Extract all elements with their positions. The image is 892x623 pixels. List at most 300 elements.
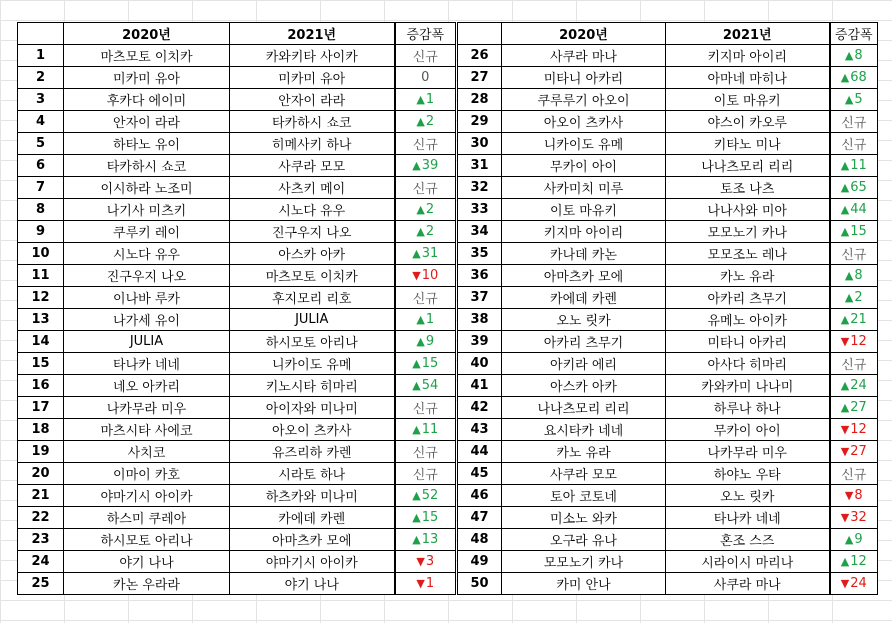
change-text: 신규 (841, 358, 867, 373)
name-2021-cell: 혼조 스즈 (666, 529, 830, 551)
change-cell (830, 287, 878, 309)
change-value (416, 224, 434, 239)
rank-cell: 3 (18, 89, 64, 111)
name-2020-cell: 하타노 유이 (64, 133, 230, 155)
name-2021-cell: 아마네 마히나 (666, 67, 830, 89)
change-text: 8 (854, 48, 863, 63)
table-row (18, 309, 456, 331)
table-row (458, 221, 878, 243)
name-2021-cell: 야스이 카오루 (666, 111, 830, 133)
name-2021-cell: 타카하시 쇼코 (230, 111, 395, 133)
name-2020-cell: 아스카 아카 (502, 375, 666, 397)
change-text: 신규 (412, 182, 438, 197)
change-text: 13 (421, 532, 439, 547)
change-cell (395, 507, 456, 529)
triangle-down-icon: ▼ (840, 335, 850, 348)
name-2020-cell: 타나카 네네 (64, 353, 230, 375)
change-cell (395, 573, 456, 595)
change-text: 15 (421, 356, 439, 371)
change-value (413, 468, 438, 483)
table-row (458, 419, 878, 441)
triangle-up-icon: ▲ (844, 533, 854, 546)
change-value (841, 116, 866, 131)
triangle-up-icon: ▲ (840, 379, 850, 392)
change-text: 12 (850, 422, 867, 437)
header-row (458, 23, 878, 45)
change-text: 12 (850, 554, 867, 569)
change-text: 32 (850, 510, 867, 525)
change-cell (830, 353, 878, 375)
rank-cell: 49 (458, 551, 502, 573)
rank-cell: 44 (458, 441, 502, 463)
name-2020-cell: 이마이 카호 (64, 463, 230, 485)
change-cell (395, 419, 456, 441)
change-header: 증감폭 (830, 23, 878, 45)
name-2021-cell: 시라이시 마리나 (666, 551, 830, 573)
table-row (458, 441, 878, 463)
table-row (18, 485, 456, 507)
name-2020-cell: 사치코 (64, 441, 230, 463)
name-2021-cell: 시라토 하나 (230, 463, 395, 485)
table-row (458, 463, 878, 485)
name-2020-cell: 사쿠라 마나 (502, 45, 666, 67)
triangle-down-icon: ▼ (416, 577, 425, 590)
rank-cell: 15 (18, 353, 64, 375)
rank-cell: 16 (18, 375, 64, 397)
change-cell (830, 419, 878, 441)
change-value (412, 488, 438, 503)
change-text: 8 (854, 268, 863, 283)
change-cell (395, 551, 456, 573)
name-2021-cell: 유즈리하 카렌 (230, 441, 395, 463)
change-cell (830, 67, 878, 89)
triangle-down-icon: ▼ (840, 423, 850, 436)
change-cell (830, 397, 878, 419)
change-text: 3 (425, 554, 435, 569)
table-row (458, 67, 878, 89)
table-row (18, 419, 456, 441)
name-2020-cell: 진구우지 나오 (64, 265, 230, 287)
rank-cell: 31 (458, 155, 502, 177)
rank-cell: 36 (458, 265, 502, 287)
change-value (416, 114, 434, 129)
name-2020-cell: 네오 아카리 (64, 375, 230, 397)
table-row (18, 243, 456, 265)
name-2020-cell: 아키라 에리 (502, 353, 666, 375)
table-row (18, 111, 456, 133)
table-row (458, 331, 878, 353)
change-text: 1 (425, 576, 435, 591)
table-row (18, 199, 456, 221)
change-text: 신규 (412, 50, 438, 65)
change-text: 24 (850, 576, 867, 591)
change-text: 68 (850, 70, 867, 85)
table-row (18, 287, 456, 309)
change-value (845, 532, 863, 547)
rank-header (18, 23, 64, 45)
table-row (458, 573, 878, 595)
name-2020-cell: 무카이 아이 (502, 155, 666, 177)
name-2021-cell: 야기 나나 (230, 573, 395, 595)
year-2020-header: 2020년 (64, 23, 230, 45)
name-2021-cell: 카노 유라 (666, 265, 830, 287)
triangle-up-icon: ▲ (416, 93, 425, 106)
header-row (18, 23, 456, 45)
table-row (18, 375, 456, 397)
change-cell (395, 67, 456, 89)
change-text: 52 (421, 488, 439, 503)
change-text: 54 (421, 378, 439, 393)
name-2021-cell: 사쿠라 모모 (230, 155, 395, 177)
name-2020-cell: 나기사 미츠키 (64, 199, 230, 221)
name-2021-cell: 하시모토 아리나 (230, 331, 395, 353)
name-2020-cell: 나카무라 미우 (64, 397, 230, 419)
change-cell (395, 177, 456, 199)
change-text: 신규 (841, 468, 867, 483)
name-2020-cell: 이시하라 노조미 (64, 177, 230, 199)
name-2021-cell: 나카무라 미우 (666, 441, 830, 463)
change-text: 1 (425, 92, 435, 107)
change-value (845, 268, 863, 283)
change-text: 10 (421, 268, 439, 283)
triangle-up-icon: ▲ (412, 533, 421, 546)
change-value (412, 158, 438, 173)
change-value (845, 290, 863, 305)
name-2021-cell: JULIA (230, 309, 395, 331)
triangle-up-icon: ▲ (844, 269, 854, 282)
triangle-up-icon: ▲ (416, 203, 425, 216)
change-value (413, 182, 438, 197)
name-2021-cell: 아스카 아카 (230, 243, 395, 265)
rank-cell: 17 (18, 397, 64, 419)
change-text: 27 (850, 400, 867, 415)
change-value (841, 554, 867, 569)
change-value (841, 180, 867, 195)
name-2021-cell: 안자이 라라 (230, 89, 395, 111)
triangle-up-icon: ▲ (840, 159, 850, 172)
change-value (841, 158, 867, 173)
triangle-up-icon: ▲ (840, 555, 850, 568)
name-2020-cell: 나가세 유이 (64, 309, 230, 331)
change-cell (830, 375, 878, 397)
triangle-up-icon: ▲ (840, 401, 850, 414)
rank-cell: 7 (18, 177, 64, 199)
rank-cell: 41 (458, 375, 502, 397)
table-row (18, 67, 456, 89)
name-2021-cell: 아카리 츠무기 (666, 287, 830, 309)
change-value (845, 488, 863, 503)
change-cell (830, 199, 878, 221)
change-value (841, 70, 867, 85)
name-2020-cell: 쿠루루기 아오이 (502, 89, 666, 111)
triangle-up-icon: ▲ (416, 313, 425, 326)
table-row (18, 155, 456, 177)
rank-cell: 18 (18, 419, 64, 441)
triangle-up-icon: ▲ (412, 357, 421, 370)
change-cell (395, 133, 456, 155)
change-text: 2 (425, 202, 435, 217)
change-cell (395, 221, 456, 243)
table-row (458, 507, 878, 529)
change-cell (395, 243, 456, 265)
name-2020-cell: 야기 나나 (64, 551, 230, 573)
change-value (841, 334, 867, 349)
name-2020-cell: 야마기시 아이카 (64, 485, 230, 507)
table-row (458, 551, 878, 573)
change-cell (395, 89, 456, 111)
rank-cell: 9 (18, 221, 64, 243)
table-row (458, 287, 878, 309)
change-cell (830, 529, 878, 551)
name-2021-cell: 시노다 유우 (230, 199, 395, 221)
table-row (458, 111, 878, 133)
table-row (18, 265, 456, 287)
change-cell (830, 265, 878, 287)
change-text: 21 (850, 312, 867, 327)
name-2021-cell: 유메노 아이카 (666, 309, 830, 331)
change-text: 39 (421, 158, 439, 173)
change-value (413, 138, 438, 153)
name-2021-cell: 아사다 히마리 (666, 353, 830, 375)
triangle-up-icon: ▲ (840, 71, 850, 84)
change-text: 2 (854, 290, 863, 305)
table-row (18, 89, 456, 111)
name-2020-cell: 아마츠카 모에 (502, 265, 666, 287)
change-value (412, 422, 438, 437)
name-2021-cell: 하루나 하나 (666, 397, 830, 419)
change-cell (395, 331, 456, 353)
table-row (458, 353, 878, 375)
change-text: 신규 (841, 116, 867, 131)
change-value (841, 400, 867, 415)
change-text: 5 (854, 92, 863, 107)
rank-cell: 5 (18, 133, 64, 155)
change-value (845, 92, 863, 107)
name-2021-cell: 하츠카와 미나미 (230, 485, 395, 507)
change-cell (830, 507, 878, 529)
change-value (412, 532, 438, 547)
name-2020-cell: 안자이 라라 (64, 111, 230, 133)
change-text: 2 (425, 114, 435, 129)
rank-cell: 8 (18, 199, 64, 221)
name-2020-cell: 이나바 루카 (64, 287, 230, 309)
change-cell (830, 221, 878, 243)
rank-cell: 39 (458, 331, 502, 353)
change-value (841, 576, 867, 591)
name-2021-cell: 후지모리 리호 (230, 287, 395, 309)
rank-cell: 22 (18, 507, 64, 529)
name-2020-cell: 미카미 유아 (64, 67, 230, 89)
table-row (458, 155, 878, 177)
rank-cell: 2 (18, 67, 64, 89)
table-row (18, 397, 456, 419)
change-header: 증감폭 (395, 23, 456, 45)
change-text: 신규 (841, 248, 867, 263)
year-2021-header: 2021년 (230, 23, 395, 45)
change-value (412, 378, 438, 393)
name-2021-cell: 카와카미 나나미 (666, 375, 830, 397)
rank-cell: 34 (458, 221, 502, 243)
change-text: 1 (425, 312, 435, 327)
name-2021-cell: 히메사키 하나 (230, 133, 395, 155)
rank-cell: 1 (18, 45, 64, 67)
change-cell (830, 331, 878, 353)
rank-cell: 48 (458, 529, 502, 551)
rank-cell: 47 (458, 507, 502, 529)
name-2020-cell: 마츠시타 사에코 (64, 419, 230, 441)
rank-cell: 12 (18, 287, 64, 309)
change-cell (395, 485, 456, 507)
change-text: 24 (850, 378, 867, 393)
name-2021-cell: 나나츠모리 리리 (666, 155, 830, 177)
rank-cell: 25 (18, 573, 64, 595)
name-2021-cell: 이토 마유키 (666, 89, 830, 111)
rank-cell: 50 (458, 573, 502, 595)
change-value (416, 312, 434, 327)
triangle-down-icon: ▼ (412, 269, 421, 282)
rank-cell: 38 (458, 309, 502, 331)
name-2021-cell: 키지마 아이리 (666, 45, 830, 67)
table-row (18, 45, 456, 67)
name-2020-cell: 카미 안나 (502, 573, 666, 595)
change-text: 9 (854, 532, 863, 547)
table-row (458, 133, 878, 155)
rank-cell: 14 (18, 331, 64, 353)
change-cell (830, 89, 878, 111)
change-cell (395, 155, 456, 177)
ranking-table-left (17, 22, 456, 595)
change-value (841, 378, 867, 393)
name-2021-cell: 무카이 아이 (666, 419, 830, 441)
change-cell (830, 485, 878, 507)
table-row (18, 573, 456, 595)
change-text: 신규 (412, 468, 438, 483)
change-cell (395, 265, 456, 287)
name-2021-cell: 진구우지 나오 (230, 221, 395, 243)
rank-cell: 26 (458, 45, 502, 67)
change-cell (830, 243, 878, 265)
rank-cell: 45 (458, 463, 502, 485)
name-2021-cell: 키노시타 히마리 (230, 375, 395, 397)
change-cell (830, 133, 878, 155)
name-2021-cell: 아마츠카 모에 (230, 529, 395, 551)
change-value (412, 246, 438, 261)
triangle-down-icon: ▼ (840, 577, 850, 590)
rank-cell: 6 (18, 155, 64, 177)
name-2020-cell: 카논 우라라 (64, 573, 230, 595)
table-row (18, 177, 456, 199)
name-2020-cell: 나나츠모리 리리 (502, 397, 666, 419)
rank-cell: 40 (458, 353, 502, 375)
change-cell (395, 287, 456, 309)
change-text: 27 (850, 444, 867, 459)
change-value (412, 510, 438, 525)
name-2020-cell: 시노다 유우 (64, 243, 230, 265)
table-row (458, 177, 878, 199)
table-row (458, 529, 878, 551)
change-value (841, 468, 866, 483)
name-2020-cell: JULIA (64, 331, 230, 353)
table-row (458, 45, 878, 67)
triangle-down-icon: ▼ (844, 489, 854, 502)
name-2020-cell: 오구라 유나 (502, 529, 666, 551)
triangle-up-icon: ▲ (840, 181, 850, 194)
name-2020-cell: 쿠루키 레이 (64, 221, 230, 243)
name-2020-cell: 니카이도 유메 (502, 133, 666, 155)
name-2021-cell: 타나카 네네 (666, 507, 830, 529)
change-value (841, 202, 867, 217)
name-2020-cell: 아카리 츠무기 (502, 331, 666, 353)
rank-cell: 13 (18, 309, 64, 331)
triangle-up-icon: ▲ (844, 49, 854, 62)
change-text: 2 (425, 224, 435, 239)
table-row (18, 507, 456, 529)
name-2020-cell: 타카하시 쇼코 (64, 155, 230, 177)
table-row (458, 243, 878, 265)
rank-cell: 32 (458, 177, 502, 199)
change-value (412, 268, 438, 283)
name-2020-cell: 요시타카 네네 (502, 419, 666, 441)
change-value (413, 292, 438, 307)
table-row (18, 441, 456, 463)
triangle-up-icon: ▲ (844, 93, 854, 106)
change-value (413, 402, 438, 417)
table-row (18, 221, 456, 243)
table-row (458, 89, 878, 111)
triangle-up-icon: ▲ (844, 291, 854, 304)
change-cell (395, 375, 456, 397)
rank-cell: 35 (458, 243, 502, 265)
table-row (18, 529, 456, 551)
year-2021-header: 2021년 (666, 23, 830, 45)
change-cell (395, 353, 456, 375)
change-text: 신규 (841, 138, 867, 153)
rank-cell: 33 (458, 199, 502, 221)
name-2021-cell: 카에데 카렌 (230, 507, 395, 529)
triangle-up-icon: ▲ (412, 511, 421, 524)
change-cell (395, 463, 456, 485)
name-2021-cell: 키타노 미나 (666, 133, 830, 155)
rank-cell: 11 (18, 265, 64, 287)
rank-cell: 23 (18, 529, 64, 551)
name-2020-cell: 후카다 에이미 (64, 89, 230, 111)
change-cell (395, 199, 456, 221)
rank-cell: 30 (458, 133, 502, 155)
triangle-down-icon: ▼ (840, 511, 850, 524)
triangle-up-icon: ▲ (416, 225, 425, 238)
triangle-down-icon: ▼ (416, 555, 425, 568)
change-text: 신규 (412, 138, 438, 153)
name-2020-cell: 카노 유라 (502, 441, 666, 463)
name-2021-cell: 미타니 아카리 (666, 331, 830, 353)
name-2021-cell: 오노 릿카 (666, 485, 830, 507)
name-2020-cell: 미소노 와카 (502, 507, 666, 529)
table-row (458, 397, 878, 419)
name-2020-cell: 이토 마유키 (502, 199, 666, 221)
name-2020-cell: 사카미치 미루 (502, 177, 666, 199)
name-2021-cell: 사쿠라 마나 (666, 573, 830, 595)
triangle-down-icon: ▼ (840, 445, 850, 458)
change-text: 신규 (412, 402, 438, 417)
triangle-up-icon: ▲ (412, 489, 421, 502)
change-text: 44 (850, 202, 867, 217)
rank-cell: 20 (18, 463, 64, 485)
name-2021-cell: 아이자와 미나미 (230, 397, 395, 419)
change-value (841, 248, 866, 263)
change-value (841, 358, 866, 373)
change-text: 9 (425, 334, 435, 349)
name-2020-cell: 아오이 츠카사 (502, 111, 666, 133)
